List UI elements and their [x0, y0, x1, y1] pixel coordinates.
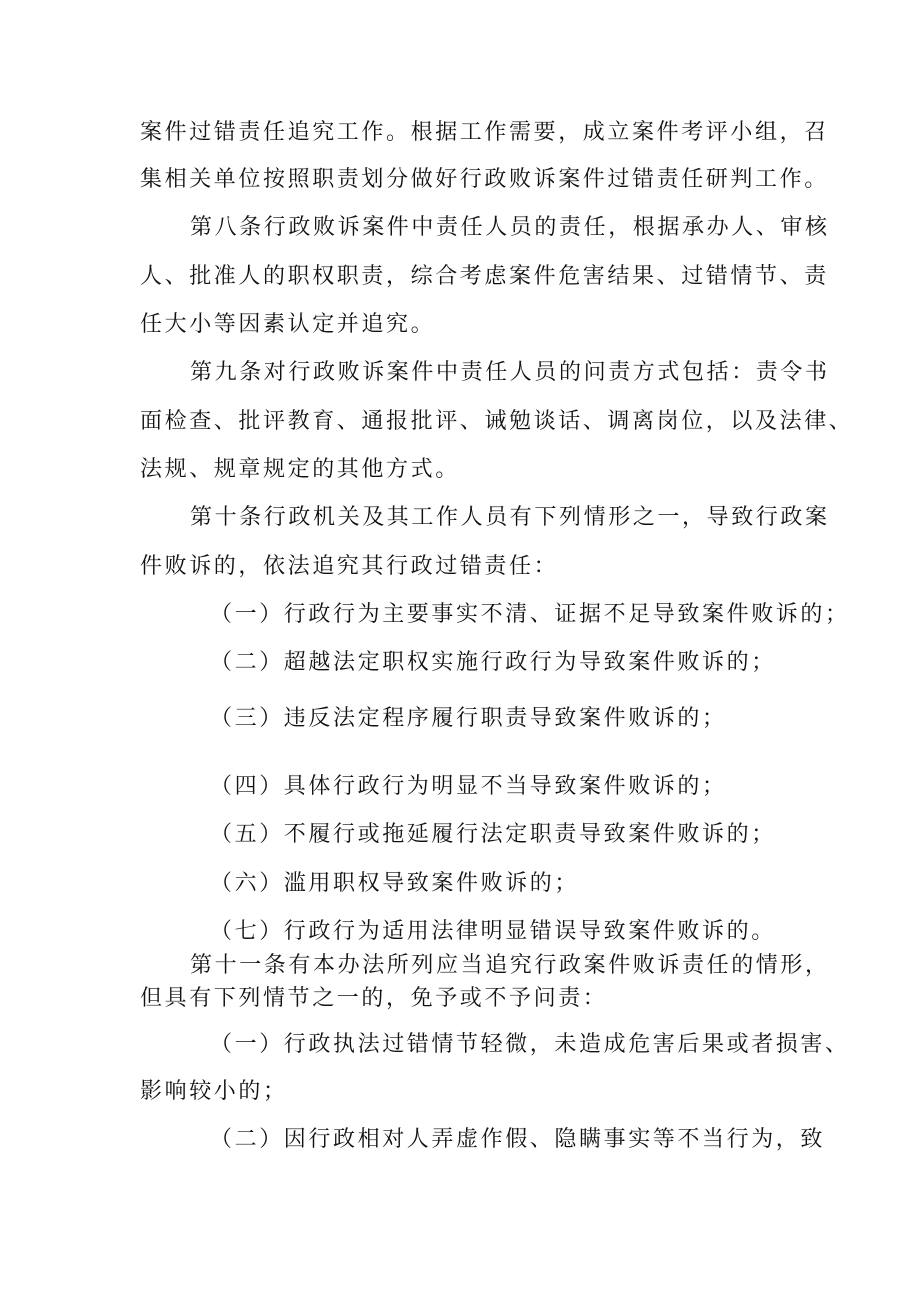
- text-line: （四）具体行政行为明显不当导致案件败诉的；: [210, 774, 727, 799]
- text-line: （一）行政执法过错情节轻微，未造成危害后果或者损害、: [210, 1032, 850, 1057]
- text-line: 法规、规章规定的其他方式。: [140, 457, 460, 482]
- text-line: 集相关单位按照职责划分做好行政败诉案件过错责任研判工作。: [140, 167, 829, 192]
- text-line: （六）滥用职权导致案件败诉的；: [210, 871, 580, 896]
- text-line: （二）超越法定职权实施行政行为导致案件败诉的；: [210, 650, 776, 675]
- text-line: 影响较小的；: [140, 1079, 288, 1104]
- text-line: 任大小等因素认定并追究。: [140, 312, 436, 337]
- text-line: 第九条对行政败诉案件中责任人员的问责方式包括：责令书: [190, 360, 830, 385]
- text-line: 第十一条有本办法所列应当追究行政案件败诉责任的情形，: [190, 953, 830, 978]
- text-line: 案件过错责任追究工作。根据工作需要，成立案件考评小组，召: [140, 120, 829, 145]
- text-line: 第十条行政机关及其工作人员有下列情形之一，导致行政案: [190, 505, 830, 530]
- text-line: （一）行政行为主要事实不清、证据不足导致案件败诉的；: [210, 602, 850, 627]
- text-line: （七）行政行为适用法律明显错误导致案件败诉的。: [210, 919, 776, 944]
- text-line: 但具有下列情节之一的，免予或不予问责：: [140, 986, 608, 1011]
- text-line: 面检查、批评教育、通报批评、诫勉谈话、调离岗位，以及法律、: [140, 409, 854, 434]
- text-line: 人、批准人的职权职责，综合考虑案件危害结果、过错情节、责: [140, 264, 829, 289]
- text-line: （二）因行政相对人弄虚作假、隐瞒事实等不当行为，致: [210, 1127, 826, 1152]
- text-line: （三）违反法定程序履行职责导致案件败诉的；: [210, 706, 727, 731]
- text-line: 第八条行政败诉案件中责任人员的责任，根据承办人、审核: [190, 215, 830, 240]
- text-line: 件败诉的，依法追究其行政过错责任：: [140, 554, 559, 579]
- text-line: （五）不履行或拖延履行法定职责导致案件败诉的；: [210, 822, 776, 847]
